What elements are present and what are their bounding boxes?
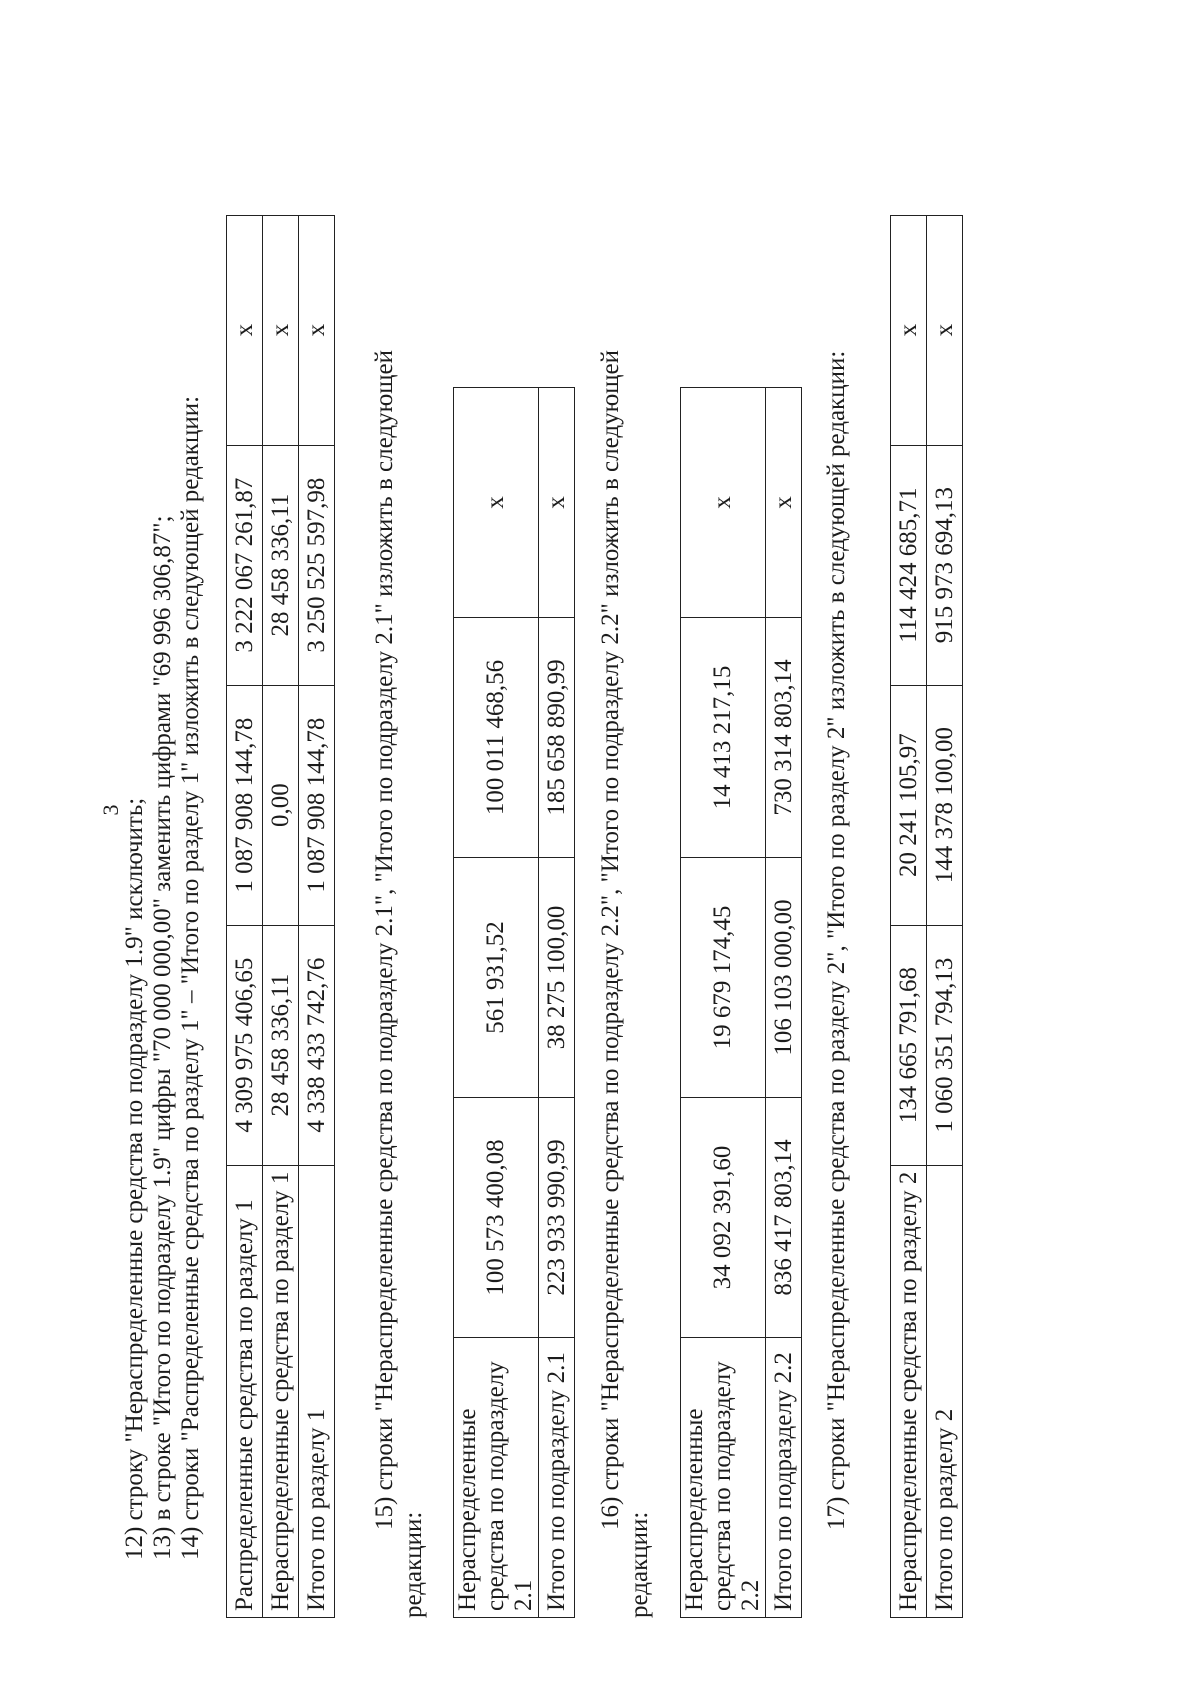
table-cell: 0,00 [263, 685, 299, 925]
paragraph-15-cont: редакции: [400, 1511, 427, 1618]
table-cell: x [681, 388, 766, 618]
paragraph-13: 13) в строке "Итого по подразделу 1.9" цифры "70 000 000,00" заменить цифрами "69 996 306,87"; [149, 515, 176, 1560]
table-cell: 915 973 694,13 [927, 445, 963, 685]
table-cell: 4 309 975 406,65 [227, 925, 263, 1165]
table-cell: Нераспределенные средства по подразделу 2.1 [454, 1338, 539, 1618]
table-cell: x [299, 215, 335, 445]
table-row [927, 215, 963, 1617]
table-cell: 38 275 100,00 [539, 858, 575, 1098]
table-cell: x [227, 215, 263, 445]
table-cell: 28 458 336,11 [263, 445, 299, 685]
table-cell: Итого по подразделу 2.2 [766, 1338, 802, 1618]
table-cell: 19 679 174,45 [681, 858, 766, 1098]
paragraph-15: 15) строки "Нераспределенные средства по подразделу 2.1", "Итого по подразделу 2.1" изложить в следующей [371, 350, 398, 1530]
table-cell: 14 413 217,15 [681, 618, 766, 858]
page-number: 3 [98, 804, 123, 816]
table-subsection-2-1 [453, 387, 575, 1618]
table-cell: Итого по подразделу 2.1 [539, 1338, 575, 1618]
table-row [539, 388, 575, 1618]
table-section-1 [226, 215, 335, 1618]
table-cell: 100 573 400,08 [454, 1098, 539, 1338]
table-cell: x [766, 388, 802, 618]
table-cell: 100 011 468,56 [454, 618, 539, 858]
table-cell: Итого по разделу 2 [927, 1165, 963, 1617]
table-section-2 [890, 215, 963, 1618]
table-cell: 1 060 351 794,13 [927, 925, 963, 1165]
table-cell: 106 103 000,00 [766, 858, 802, 1098]
table-cell: x [927, 215, 963, 445]
table-cell: 1 087 908 144,78 [299, 685, 335, 925]
table-row [766, 388, 802, 1618]
table-cell: x [454, 388, 539, 618]
table-row [891, 215, 927, 1617]
paragraph-17: 17) строки "Нераспределенные средства по разделу 2", "Итого по разделу 2" изложить в следующей редакции: [823, 350, 850, 1530]
table-cell: 730 314 803,14 [766, 618, 802, 858]
table-cell: 185 658 890,99 [539, 618, 575, 858]
table-cell: Нераспределенные средства по разделу 1 [263, 1165, 299, 1617]
table-cell: Распределенные средства по разделу 1 [227, 1165, 263, 1617]
rotated-content [90, 70, 1050, 1618]
paragraph-12: 12) строку "Нераспределенные средства по подразделу 1.9" исключить; [121, 797, 148, 1560]
table-cell: x [263, 215, 299, 445]
table-cell: x [891, 215, 927, 445]
table-cell: 223 933 990,99 [539, 1098, 575, 1338]
table-cell: Нераспределенные средства по разделу 2 [891, 1165, 927, 1617]
table-row [681, 388, 766, 1618]
table-cell: 3 250 525 597,98 [299, 445, 335, 685]
table-cell: x [539, 388, 575, 618]
table-row [263, 215, 299, 1617]
table-row [299, 215, 335, 1617]
table-row [454, 388, 539, 1618]
table-cell: 144 378 100,00 [927, 685, 963, 925]
table-cell: Нераспределенные средства по подразделу 2.2 [681, 1338, 766, 1618]
paragraph-14: 14) строки "Распределенные средства по разделу 1" – "Итого по разделу 1" изложить в следующей редакции: [177, 395, 204, 1560]
table-cell: 34 092 391,60 [681, 1098, 766, 1338]
table-row [227, 215, 263, 1617]
paragraph-16-cont: редакции: [626, 1511, 653, 1618]
table-cell: 28 458 336,11 [263, 925, 299, 1165]
table-cell: 836 417 803,14 [766, 1098, 802, 1338]
paragraph-16: 16) строки "Нераспределенные средства по подразделу 2.2", "Итого по подразделу 2.2" изложить в следующей [597, 350, 624, 1530]
table-cell: 561 931,52 [454, 858, 539, 1098]
table-cell: Итого по разделу 1 [299, 1165, 335, 1617]
table-cell: 134 665 791,68 [891, 925, 927, 1165]
table-cell: 4 338 433 742,76 [299, 925, 335, 1165]
table-cell: 20 241 105,97 [891, 685, 927, 925]
table-cell: 114 424 685,71 [891, 445, 927, 685]
table-subsection-2-2 [680, 387, 802, 1618]
table-cell: 3 222 067 261,87 [227, 445, 263, 685]
table-cell: 1 087 908 144,78 [227, 685, 263, 925]
